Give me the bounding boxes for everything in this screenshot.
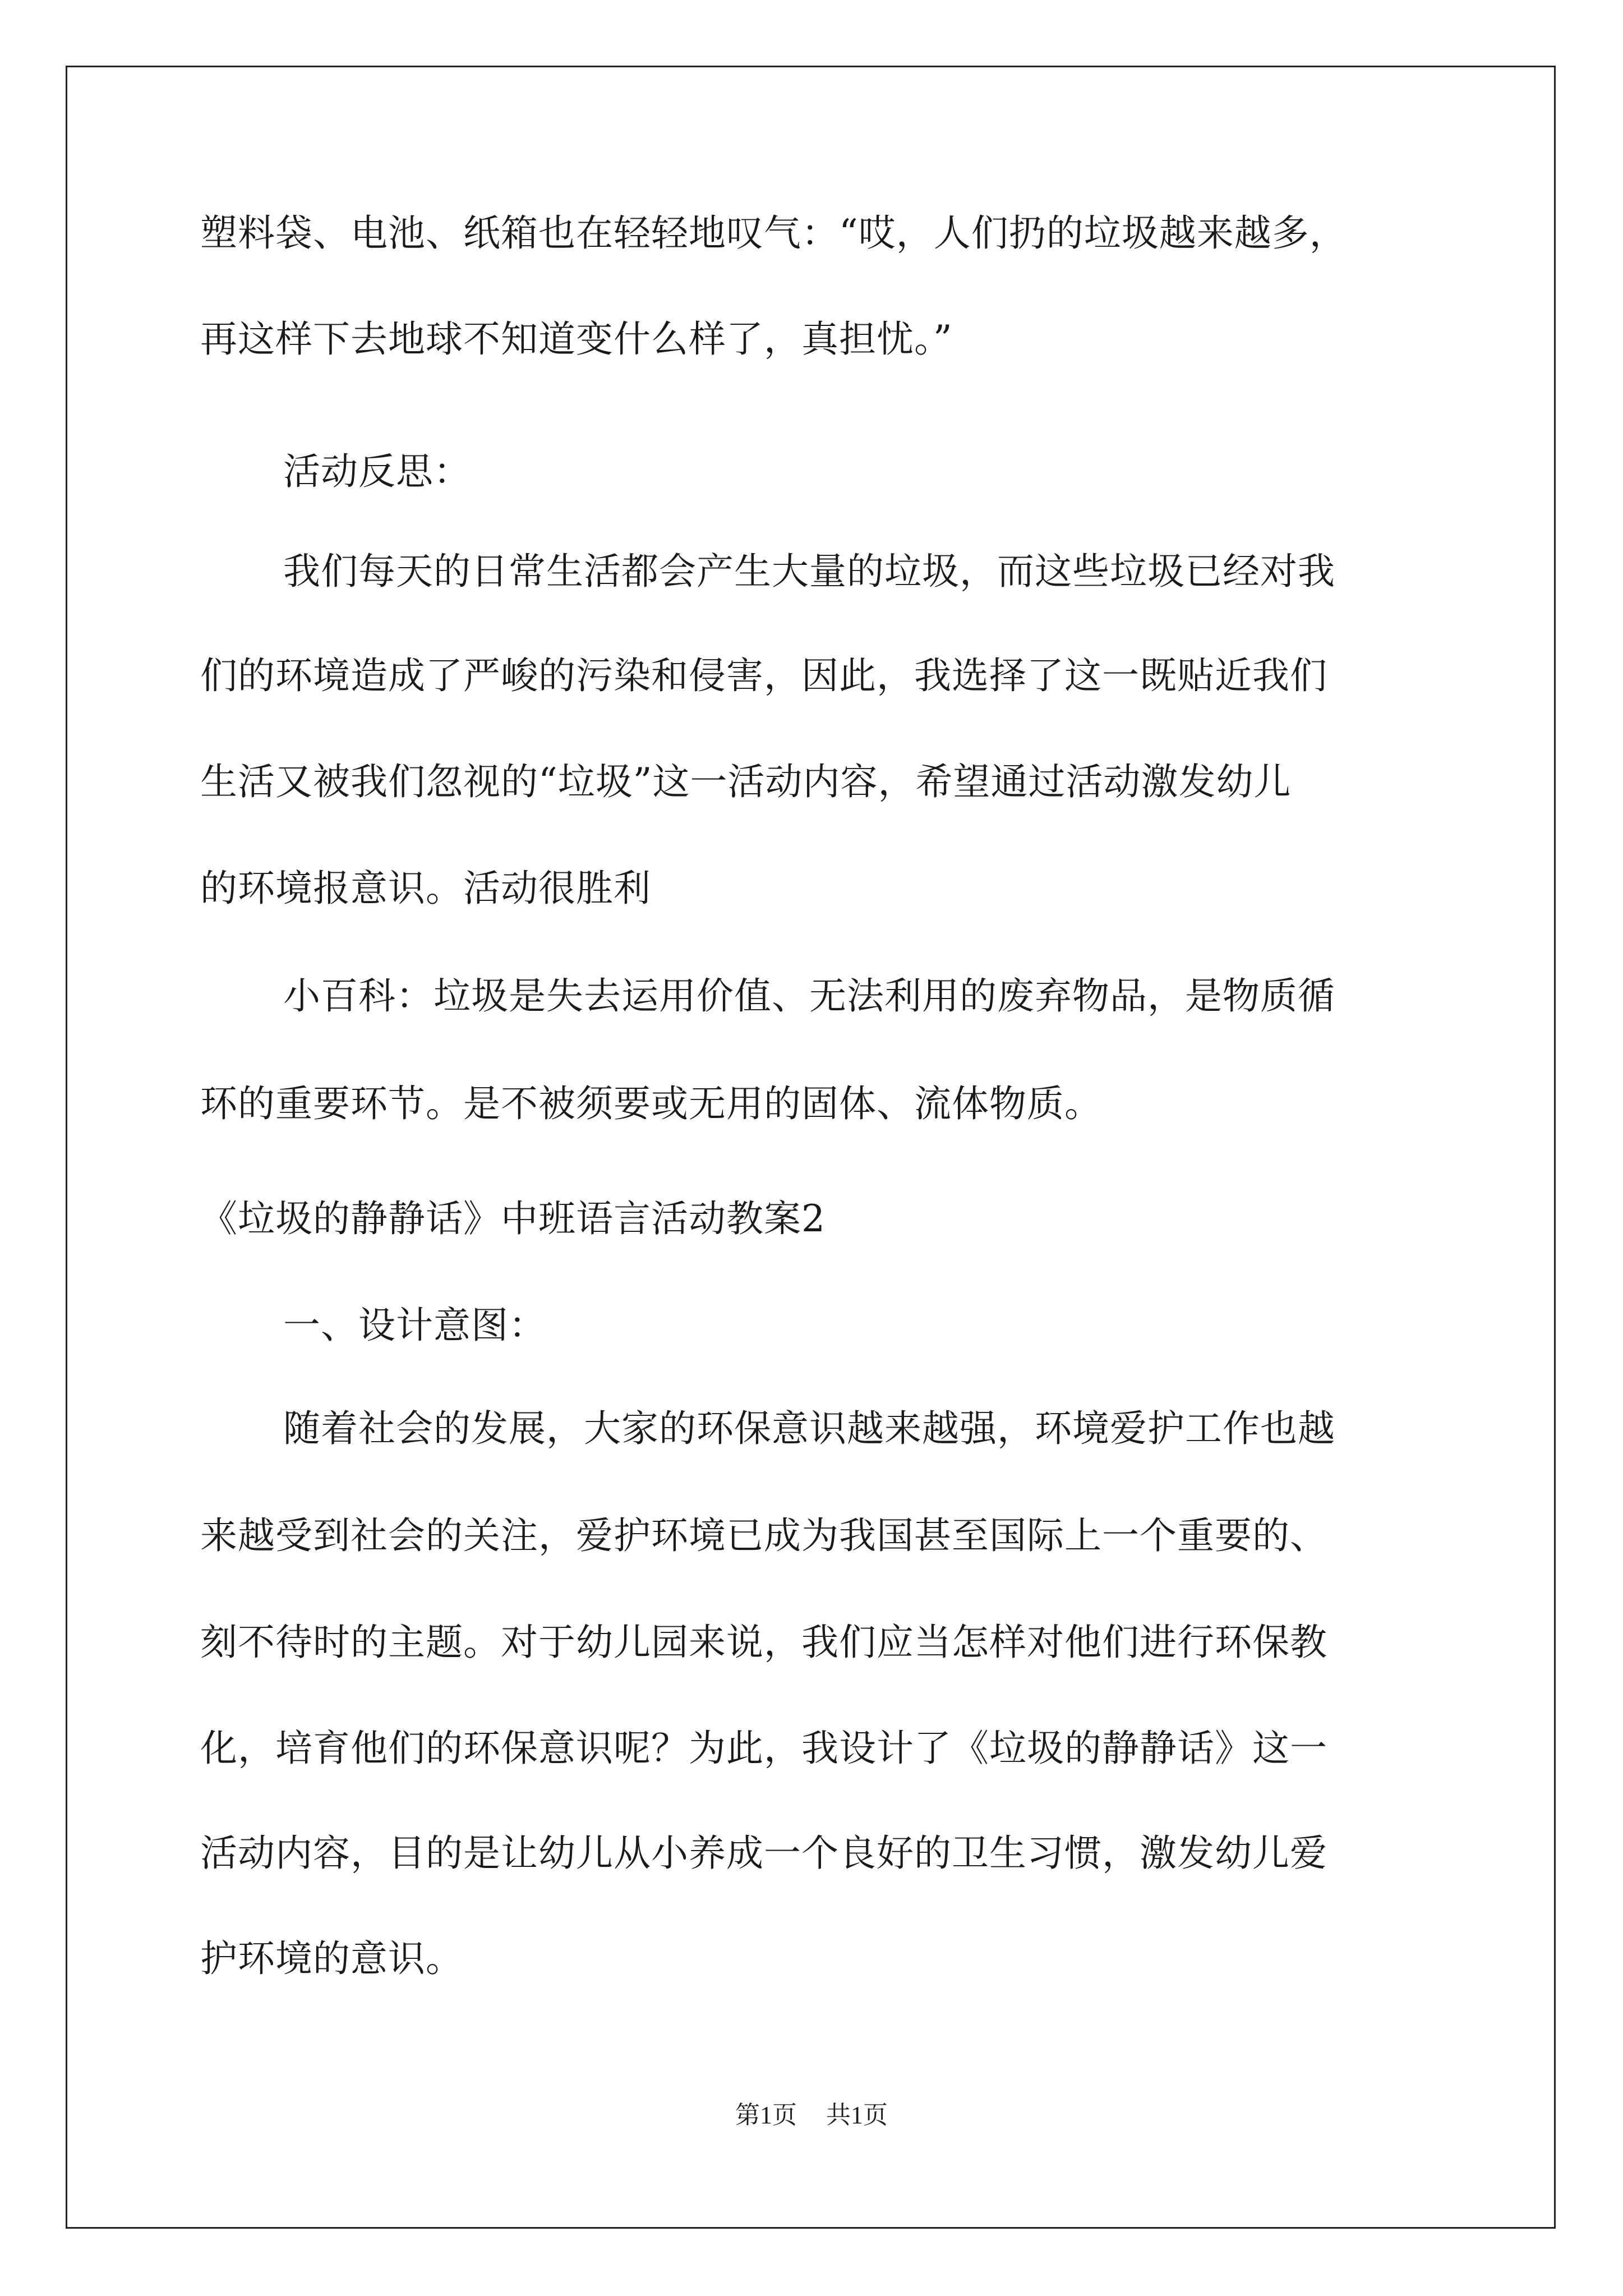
section-heading: 活动反思： xyxy=(283,450,471,493)
page-footer xyxy=(0,2100,1623,2131)
section-heading: 一、设计意图： xyxy=(283,1304,546,1347)
text-line: 来越受到社会的关注，爱护环境已成为我国甚至国际上一个重要的、 xyxy=(200,1514,1327,1557)
text-line: 化，培育他们的环保意识呢？为此，我设计了《垃圾的静静话》这一 xyxy=(200,1727,1327,1770)
text-line: 塑料袋、电池、纸箱也在轻轻地叹气：“哎，人们扔的垃圾越来越多， xyxy=(200,211,1347,255)
text-line: 环的重要环节。是不被须要或无用的固体、流体物质。 xyxy=(200,1082,1102,1125)
text-line: 护环境的意识。 xyxy=(200,1937,463,1980)
document-title: 《垃圾的静静话》中班语言活动教案2 xyxy=(200,1197,826,1240)
text-line: 随着社会的发展，大家的环保意识越来越强，环境爱护工作也越 xyxy=(283,1407,1335,1450)
page-frame xyxy=(66,66,1556,2229)
text-line: 再这样下去地球不知道变什么样了，真担忧。” xyxy=(200,318,953,361)
text-line: 的环境报意识。活动很胜利 xyxy=(200,867,651,910)
text-line: 刻不待时的主题。对于幼儿园来说，我们应当怎样对他们进行环保教 xyxy=(200,1621,1327,1664)
text-line: 我们每天的日常生活都会产生大量的垃圾，而这些垃圾已经对我 xyxy=(283,550,1335,593)
text-line: 生活又被我们忽视的“垃圾”这一活动内容，希望通过活动激发幼儿 xyxy=(200,760,1292,803)
text-line: 小百科：垃圾是失去运用价值、无法利用的废弃物品，是物质循 xyxy=(283,974,1335,1018)
page-total: 共1页 xyxy=(826,2101,888,2129)
text-line: 活动内容，目的是让幼儿从小养成一个良好的卫生习惯，激发幼儿爱 xyxy=(200,1832,1327,1875)
text-line: 们的环境造成了严峻的污染和侵害，因此，我选择了这一既贴近我们 xyxy=(200,654,1327,697)
page-number: 第1页 xyxy=(735,2101,797,2129)
